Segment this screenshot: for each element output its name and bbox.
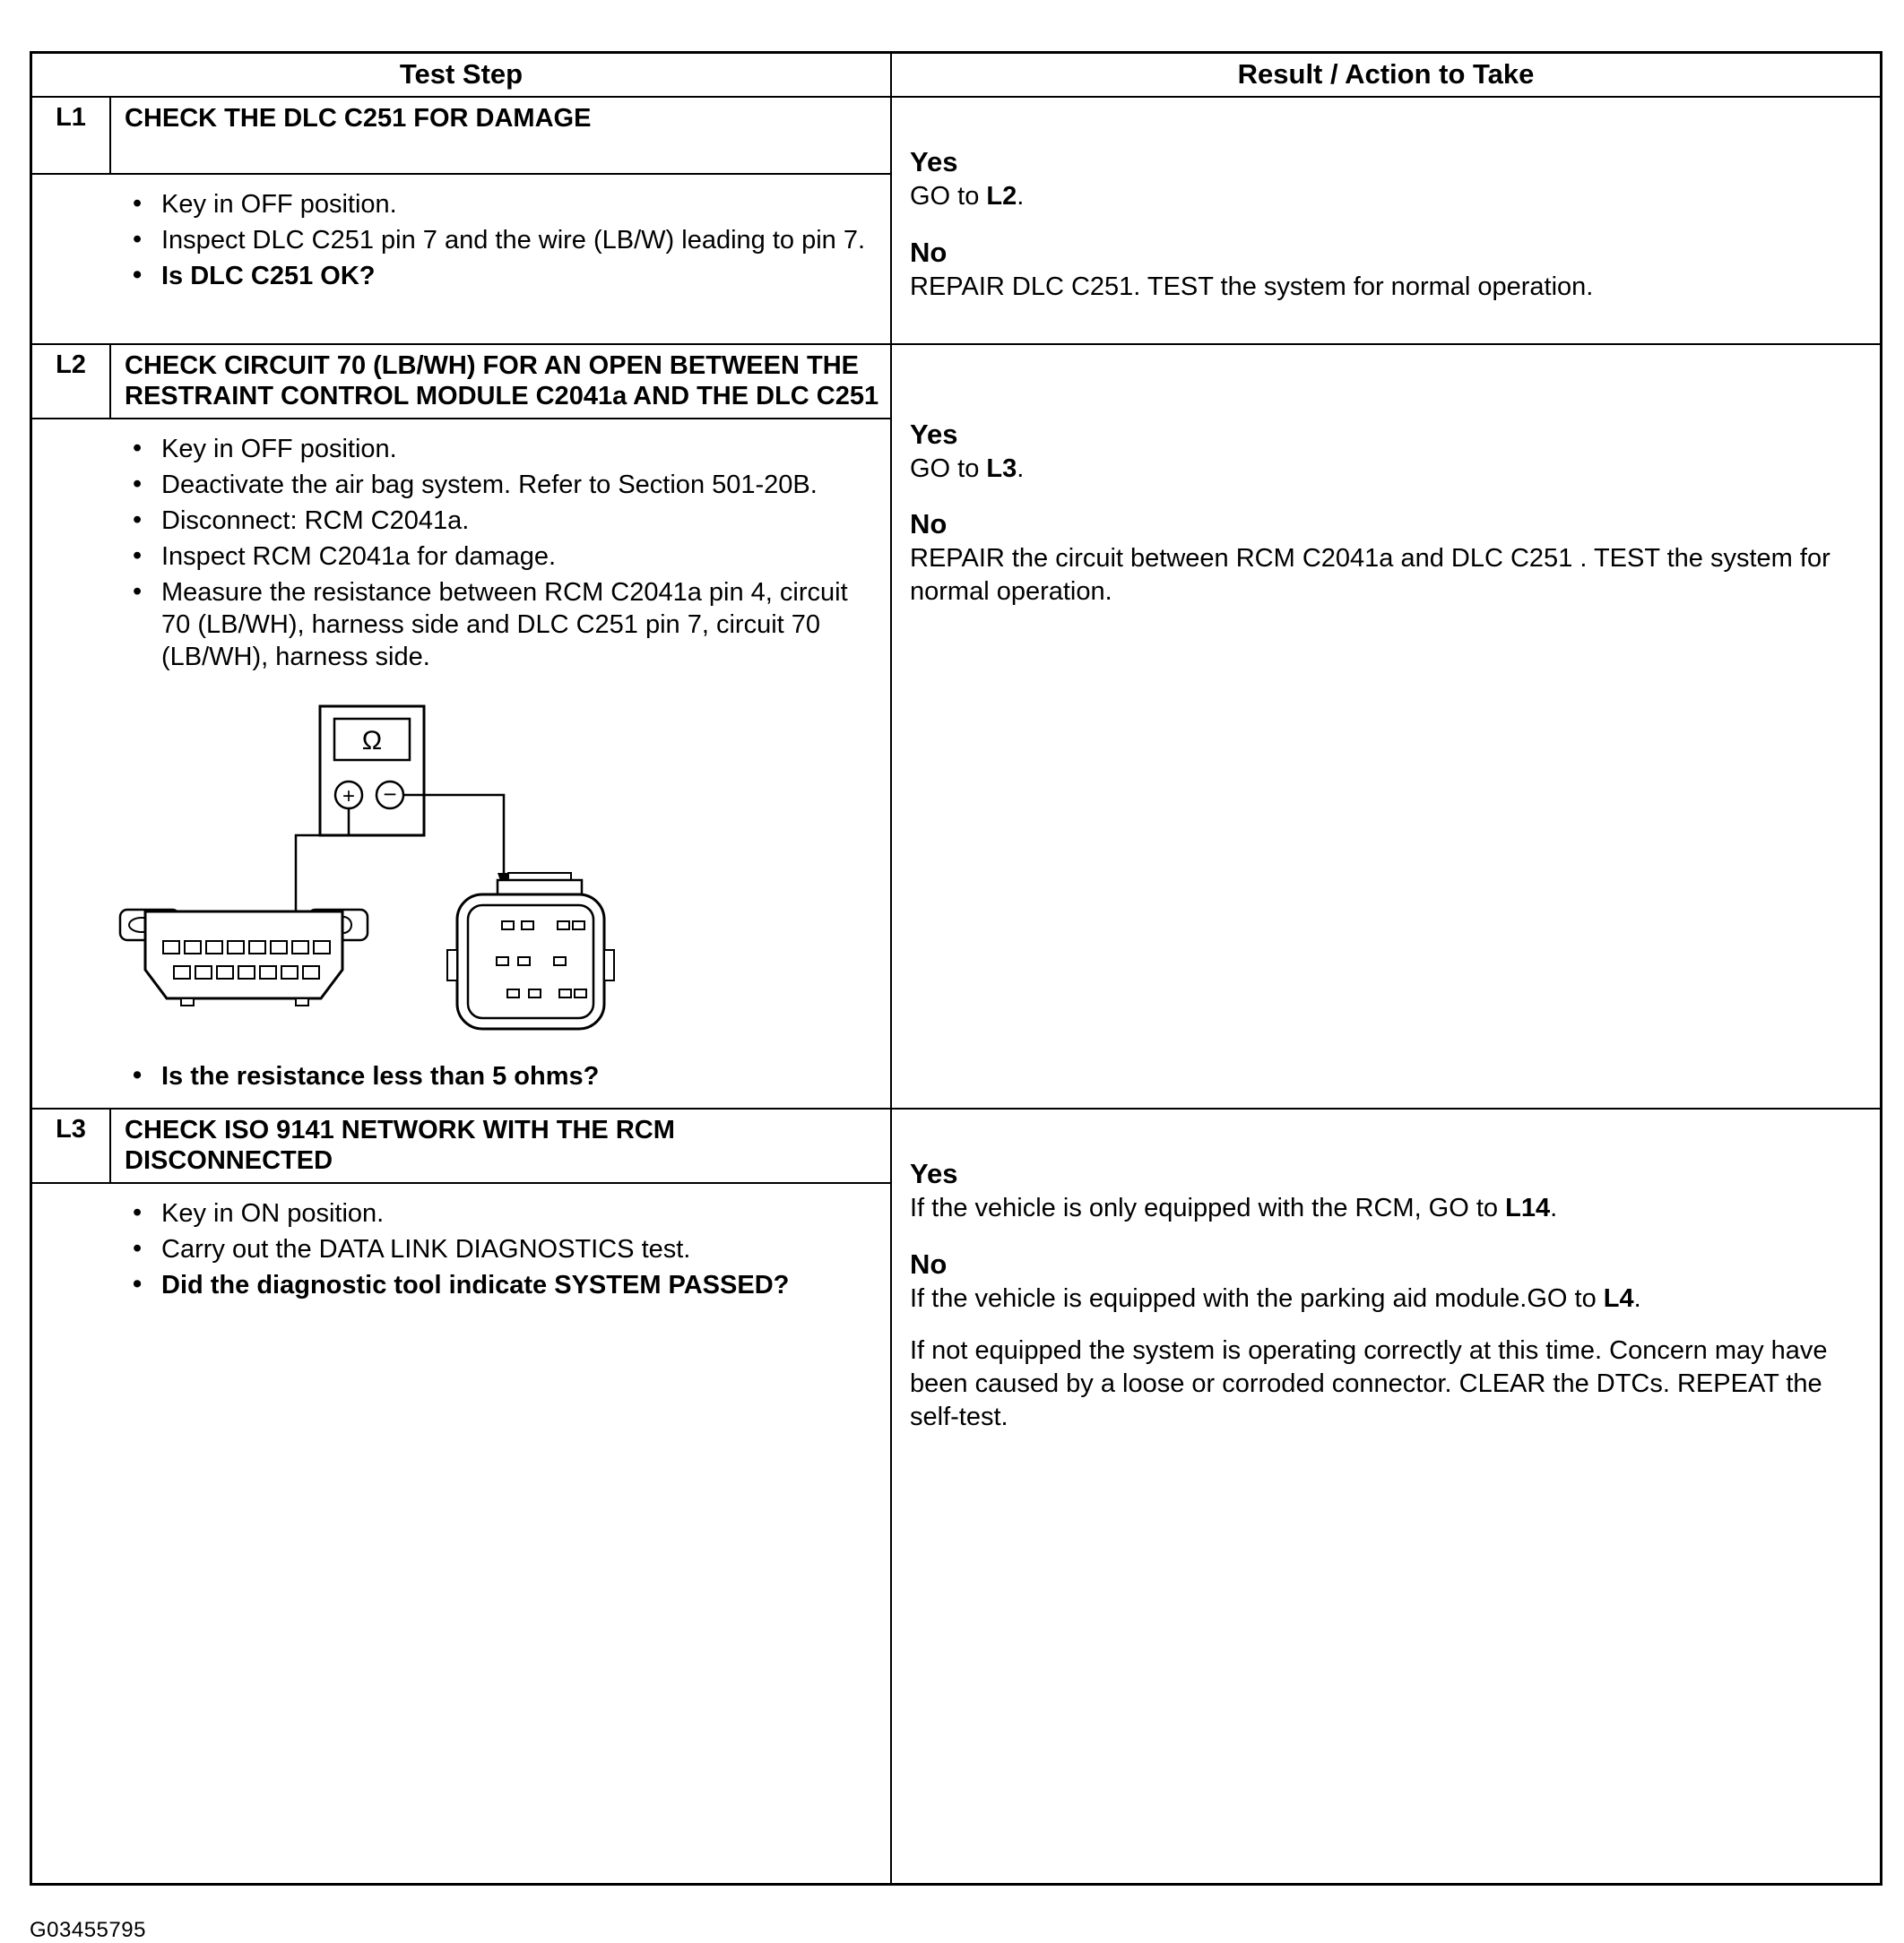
- step-body: [32, 1184, 890, 1883]
- result-text: If the vehicle is only equipped with the RCM, GO to: [910, 1193, 1506, 1222]
- result-text: If the vehicle is equipped with the parking aid module.GO to: [910, 1283, 1604, 1313]
- step-result: [890, 98, 1880, 343]
- result-paragraph: [910, 1334, 1862, 1433]
- result-paragraph: [910, 271, 1862, 304]
- step-title: CHECK ISO 9141 NETWORK WITH THE RCM DISCONNECTED: [111, 1110, 890, 1184]
- step-title: CHECK THE DLC C251 FOR DAMAGE: [111, 98, 890, 175]
- step-id: L1: [32, 98, 111, 175]
- result-paragraph: [910, 542, 1862, 609]
- result-label-no: No: [910, 508, 948, 540]
- instruction-question: • Did the diagnostic tool indicate SYSTEM PASSED?: [131, 1270, 876, 1302]
- instruction-question: • Is DLC C251 OK?: [131, 261, 876, 293]
- resistance-measurement-diagram: [118, 701, 876, 1041]
- test-step-l2: [32, 343, 1880, 1108]
- negative-terminal-symbol: −: [383, 780, 397, 807]
- result-label-no: No: [910, 1248, 948, 1280]
- column-header-test-step: Test Step: [399, 58, 524, 90]
- step-instructions: [32, 434, 876, 674]
- result-label-no: No: [910, 236, 948, 268]
- result-yes-block: [910, 1158, 1862, 1225]
- step-instructions: [32, 1198, 876, 1302]
- result-step-ref: L14: [1505, 1193, 1551, 1222]
- step-id: L3: [32, 1110, 111, 1184]
- ohm-symbol: Ω: [361, 725, 383, 756]
- instruction-item: • Measure the resistance between RCM C2041a pin 4, circuit 70 (LB/WH), harness side and DLC C251 pin 7, circuit 70 (LB/WH), harness side.: [131, 577, 876, 674]
- step-body: [32, 419, 890, 1108]
- result-text: GO to: [910, 453, 987, 483]
- multimeter-diagram: [118, 701, 620, 1041]
- result-no-block: [910, 1248, 1862, 1434]
- result-label-yes: Yes: [910, 418, 958, 450]
- ohmmeter-icon: [320, 706, 424, 835]
- result-label-yes: Yes: [910, 146, 958, 177]
- instruction-item: • Key in OFF position.: [131, 189, 876, 221]
- step-result: [890, 1110, 1880, 1883]
- instruction-question: • Is the resistance less than 5 ohms?: [131, 1061, 876, 1093]
- result-paragraph: [910, 180, 1862, 213]
- instruction-item: • Disconnect: RCM C2041a.: [131, 505, 876, 538]
- table-header-row: [32, 54, 1880, 96]
- step-result: [890, 345, 1880, 1108]
- result-text: GO to: [910, 182, 987, 211]
- step-instructions: [32, 189, 876, 293]
- step-title: CHECK CIRCUIT 70 (LB/WH) FOR AN OPEN BETWEEN THE RESTRAINT CONTROL MODULE C2041a AND THE DLC C251: [111, 345, 890, 419]
- instruction-item: • Inspect RCM C2041a for damage.: [131, 541, 876, 574]
- result-text: REPAIR the circuit between RCM C2041a and DLC C251 . TEST the system for normal operation.: [910, 544, 1830, 607]
- result-text: .: [1633, 1283, 1641, 1313]
- result-no-block: [910, 237, 1862, 304]
- figure-reference-number: G03455795: [30, 1918, 146, 1943]
- instruction-item: • Key in OFF position.: [131, 434, 876, 466]
- result-paragraph: [910, 1192, 1862, 1225]
- instruction-item: • Inspect DLC C251 pin 7 and the wire (LB/W) leading to pin 7.: [131, 225, 876, 257]
- result-text: If not equipped the system is operating correctly at this time. Concern may have been caused by a loose or corroded connector. CLEAR the DTCs. REPEAT the self-test.: [910, 1336, 1828, 1432]
- result-text: .: [1017, 182, 1025, 211]
- result-yes-block: [910, 419, 1862, 486]
- step-id: L2: [32, 345, 111, 419]
- step-body: [32, 175, 890, 342]
- test-step-l3: [32, 1108, 1880, 1883]
- result-paragraph: [910, 453, 1862, 486]
- step-question: [32, 1061, 876, 1093]
- result-step-ref: L2: [986, 182, 1017, 211]
- positive-terminal-symbol: +: [342, 783, 356, 808]
- column-header-result: Result / Action to Take: [890, 54, 1880, 96]
- result-text: REPAIR DLC C251. TEST the system for normal operation.: [910, 272, 1594, 301]
- instruction-item: • Key in ON position.: [131, 1198, 876, 1231]
- result-paragraph: [910, 1282, 1862, 1316]
- result-text: .: [1550, 1193, 1558, 1222]
- rcm-connector-icon: [447, 873, 614, 1029]
- result-no-block: [910, 508, 1862, 609]
- result-text: .: [1017, 453, 1025, 483]
- result-label-yes: Yes: [910, 1157, 958, 1189]
- test-step-l1: [32, 96, 1880, 343]
- dlc-connector-icon: [120, 910, 368, 1006]
- result-yes-block: [910, 146, 1862, 213]
- result-step-ref: L4: [1603, 1283, 1634, 1313]
- pinpoint-test-table: [30, 51, 1882, 1886]
- instruction-item: • Carry out the DATA LINK DIAGNOSTICS test.: [131, 1234, 876, 1266]
- instruction-item: • Deactivate the air bag system. Refer to Section 501-20B.: [131, 470, 876, 502]
- result-step-ref: L3: [986, 453, 1017, 483]
